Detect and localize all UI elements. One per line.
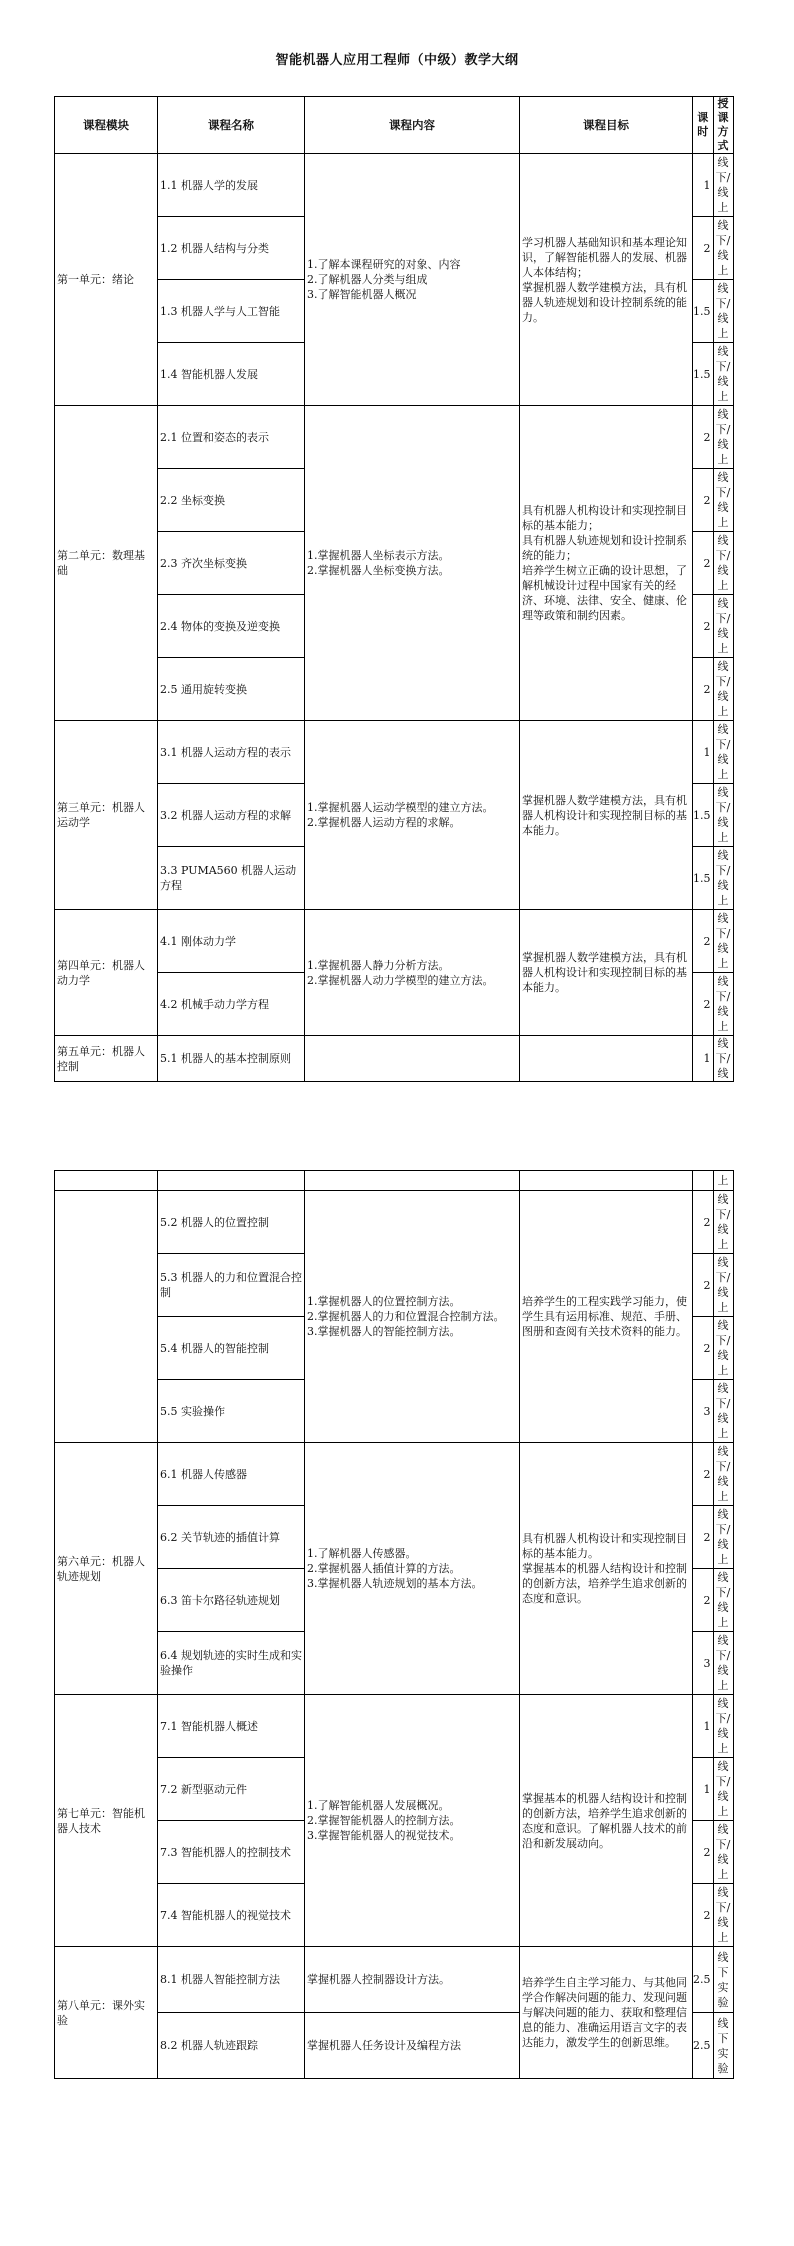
header-goal: 课程目标: [520, 97, 693, 154]
course-goal: 掌握机器人数学建模方法，具有机器人机构设计和实现控制目标的基本能力。: [520, 721, 693, 910]
mode-cell: 线下/线上: [713, 847, 733, 910]
mode-cell: 线下/线上: [713, 658, 733, 721]
mode-cell: 线下/线上: [713, 1569, 733, 1632]
hours-cell: 1: [693, 1036, 714, 1082]
hours-cell: 2: [693, 973, 714, 1036]
course-goal: 培养学生自主学习能力、与其他同学合作解决问题的能力、发现问题与解决问题的能力、获取和整理信息的能力、准确运用语言文字的表达能力，激发学生的创新思维。: [520, 1947, 693, 2079]
mode-cell: 线下/线上: [713, 406, 733, 469]
hours-cell: 2: [693, 1569, 714, 1632]
hours-cell: 2: [693, 658, 714, 721]
syllabus-table-page-1: [54, 96, 734, 1082]
mode-cell: 线下/线上: [713, 595, 733, 658]
table-row: [55, 721, 734, 784]
mode-cell: 线下/线上: [713, 280, 733, 343]
course-content: 1.掌握机器人的位置控制方法。 2.掌握机器人的力和位置混合控制方法。 3.掌握机器人的智能控制方法。: [305, 1191, 520, 1443]
mode-cell: 线下/线上: [713, 343, 733, 406]
mode-cell: 线下/线上: [713, 973, 733, 1036]
mode-cell: 线下实验: [713, 1947, 733, 2013]
module-cell: 第六单元：机器人轨迹规划: [55, 1443, 158, 1695]
header-row: [55, 97, 734, 154]
hours-cell: 2: [693, 1443, 714, 1506]
course-name: 6.4 规划轨迹的实时生成和实验操作: [158, 1632, 305, 1695]
hours-cell: 2.5: [693, 2013, 714, 2079]
module-cell: 第八单元：课外实验: [55, 1947, 158, 2079]
module-cell: [55, 1191, 158, 1443]
table-row: [55, 1036, 734, 1082]
course-content: 1.掌握机器人静力分析方法。 2.掌握机器人动力学模型的建立方法。: [305, 910, 520, 1036]
mode-cell: 线下/线上: [713, 910, 733, 973]
hours-cell: 2: [693, 1254, 714, 1317]
mode-cell: 线下/线上: [713, 784, 733, 847]
header-content: 课程内容: [305, 97, 520, 154]
hours-cell: 1: [693, 721, 714, 784]
hours-cell: 2.5: [693, 1947, 714, 2013]
course-goal: [520, 1036, 693, 1082]
table-row: [55, 154, 734, 217]
course-content: 掌握机器人任务设计及编程方法: [305, 2013, 520, 2079]
course-content: [305, 1171, 520, 1191]
hours-cell: 1.5: [693, 784, 714, 847]
course-name: 5.2 机器人的位置控制: [158, 1191, 305, 1254]
course-name: 7.1 智能机器人概述: [158, 1695, 305, 1758]
table-row: [55, 1171, 734, 1191]
mode-cell: 线下/线上: [713, 1758, 733, 1821]
course-name: 3.2 机器人运动方程的求解: [158, 784, 305, 847]
mode-cell: 线下/线上: [713, 1191, 733, 1254]
course-name: 7.4 智能机器人的视觉技术: [158, 1884, 305, 1947]
hours-cell: 3: [693, 1632, 714, 1695]
hours-cell: 2: [693, 595, 714, 658]
course-name: 6.3 笛卡尔路径轨迹规划: [158, 1569, 305, 1632]
table-row: [55, 1947, 734, 2013]
course-content: 1.了解本课程研究的对象、内容 2.了解机器人分类与组成 3.了解智能机器人概况: [305, 154, 520, 406]
course-name: 8.1 机器人智能控制方法: [158, 1947, 305, 2013]
document-title: 智能机器人应用工程师（中级）教学大纲: [275, 53, 519, 68]
hours-cell: 2: [693, 406, 714, 469]
header-mode: 授课方式: [713, 97, 733, 154]
hours-cell: 2: [693, 469, 714, 532]
hours-cell: 1.5: [693, 280, 714, 343]
course-content: 1.掌握机器人坐标表示方法。 2.掌握机器人坐标变换方法。: [305, 406, 520, 721]
mode-cell: 线下/线上: [713, 1884, 733, 1947]
hours-cell: 2: [693, 217, 714, 280]
hours-cell: [693, 1171, 714, 1191]
course-name: 1.1 机器人学的发展: [158, 154, 305, 217]
module-cell: [55, 1171, 158, 1191]
course-name: 2.3 齐次坐标变换: [158, 532, 305, 595]
course-name: 5.3 机器人的力和位置混合控制: [158, 1254, 305, 1317]
mode-cell: 线下/线上: [713, 1317, 733, 1380]
module-cell: 第二单元：数理基础: [55, 406, 158, 721]
course-goal: 掌握机器人数学建模方法，具有机器人机构设计和实现控制目标的基本能力。: [520, 910, 693, 1036]
table-row: [55, 910, 734, 973]
course-name: 2.2 坐标变换: [158, 469, 305, 532]
hours-cell: 1.5: [693, 847, 714, 910]
course-name: 2.5 通用旋转变换: [158, 658, 305, 721]
table-row: [55, 1695, 734, 1758]
hours-cell: 2: [693, 532, 714, 595]
course-name: 3.3 PUMA560 机器人运动方程: [158, 847, 305, 910]
mode-cell: 上: [713, 1171, 733, 1191]
course-content: 1.了解机器人传感器。 2.掌握机器人插值计算的方法。 3.掌握机器人轨迹规划的基本方法。: [305, 1443, 520, 1695]
hours-cell: 2: [693, 1821, 714, 1884]
hours-cell: 1: [693, 154, 714, 217]
course-name: 7.2 新型驱动元件: [158, 1758, 305, 1821]
hours-cell: 2: [693, 1884, 714, 1947]
course-name: 5.4 机器人的智能控制: [158, 1317, 305, 1380]
header-module: 课程模块: [55, 97, 158, 154]
course-name: 5.1 机器人的基本控制原则: [158, 1036, 305, 1082]
course-goal: 具有机器人机构设计和实现控制目标的基本能力。 掌握基本的机器人结构设计和控制的创新方法，培养学生追求创新的态度和意识。: [520, 1443, 693, 1695]
course-content: 掌握机器人控制器设计方法。: [305, 1947, 520, 2013]
course-content: [305, 1036, 520, 1082]
hours-cell: 2: [693, 910, 714, 973]
course-name: 8.2 机器人轨迹跟踪: [158, 2013, 305, 2079]
mode-cell: 线下/线: [713, 1036, 733, 1082]
mode-cell: 线下/线上: [713, 154, 733, 217]
hours-cell: 1.5: [693, 343, 714, 406]
module-cell: 第三单元：机器人运动学: [55, 721, 158, 910]
course-goal: 掌握基本的机器人结构设计和控制的创新方法，培养学生追求创新的态度和意识。了解机器人技术的前沿和新发展动向。: [520, 1695, 693, 1947]
mode-cell: 线下/线上: [713, 1506, 733, 1569]
mode-cell: 线下/线上: [713, 721, 733, 784]
hours-cell: 2: [693, 1191, 714, 1254]
header-name: 课程名称: [158, 97, 305, 154]
hours-cell: 1: [693, 1758, 714, 1821]
course-name: 4.1 刚体动力学: [158, 910, 305, 973]
course-content: 1.掌握机器人运动学模型的建立方法。 2.掌握机器人运动方程的求解。: [305, 721, 520, 910]
course-name: [158, 1171, 305, 1191]
hours-cell: 2: [693, 1506, 714, 1569]
course-name: 2.4 物体的变换及逆变换: [158, 595, 305, 658]
module-cell: 第五单元：机器人控制: [55, 1036, 158, 1082]
module-cell: 第七单元：智能机器人技术: [55, 1695, 158, 1947]
mode-cell: 线下/线上: [713, 1443, 733, 1506]
mode-cell: 线下/线上: [713, 1695, 733, 1758]
course-name: 2.1 位置和姿态的表示: [158, 406, 305, 469]
module-cell: 第四单元：机器人动力学: [55, 910, 158, 1036]
mode-cell: 线下/线上: [713, 1821, 733, 1884]
course-goal: 学习机器人基础知识和基本理论知识，了解智能机器人的发展、机器人本体结构； 掌握机器人数学建模方法，具有机器人轨迹规划和设计控制系统的能力。: [520, 154, 693, 406]
syllabus-table-page-2: [54, 1170, 734, 2079]
course-name: 1.3 机器人学与人工智能: [158, 280, 305, 343]
table-row: [55, 406, 734, 469]
table-row: [55, 1443, 734, 1506]
course-name: 7.3 智能机器人的控制技术: [158, 1821, 305, 1884]
header-hours: 课时: [693, 97, 714, 154]
course-name: 6.1 机器人传感器: [158, 1443, 305, 1506]
hours-cell: 1: [693, 1695, 714, 1758]
course-goal: [520, 1171, 693, 1191]
course-name: 1.4 智能机器人发展: [158, 343, 305, 406]
course-name: 6.2 关节轨迹的插值计算: [158, 1506, 305, 1569]
course-name: 4.2 机械手动力学方程: [158, 973, 305, 1036]
mode-cell: 线下/线上: [713, 1380, 733, 1443]
hours-cell: 2: [693, 1317, 714, 1380]
course-name: 5.5 实验操作: [158, 1380, 305, 1443]
course-goal: 具有机器人机构设计和实现控制目标的基本能力； 具有机器人轨迹规划和设计控制系统的能力； 培养学生树立正确的设计思想，了解机械设计过程中国家有关的经济、环境、法律、安全、健康、伦理等政策和制约因素。: [520, 406, 693, 721]
hours-cell: 3: [693, 1380, 714, 1443]
mode-cell: 线下实验: [713, 2013, 733, 2079]
course-content: 1.了解智能机器人发展概况。 2.掌握智能机器人的控制方法。 3.掌握智能机器人的视觉技术。: [305, 1695, 520, 1947]
mode-cell: 线下/线上: [713, 469, 733, 532]
course-name: 3.1 机器人运动方程的表示: [158, 721, 305, 784]
course-name: 1.2 机器人结构与分类: [158, 217, 305, 280]
table-row: [55, 1191, 734, 1254]
mode-cell: 线下/线上: [713, 1254, 733, 1317]
mode-cell: 线下/线上: [713, 217, 733, 280]
mode-cell: 线下/线上: [713, 532, 733, 595]
course-goal: 培养学生的工程实践学习能力，使学生具有运用标准、规范、手册、图册和查阅有关技术资料的能力。: [520, 1191, 693, 1443]
mode-cell: 线下/线上: [713, 1632, 733, 1695]
module-cell: 第一单元：绪论: [55, 154, 158, 406]
